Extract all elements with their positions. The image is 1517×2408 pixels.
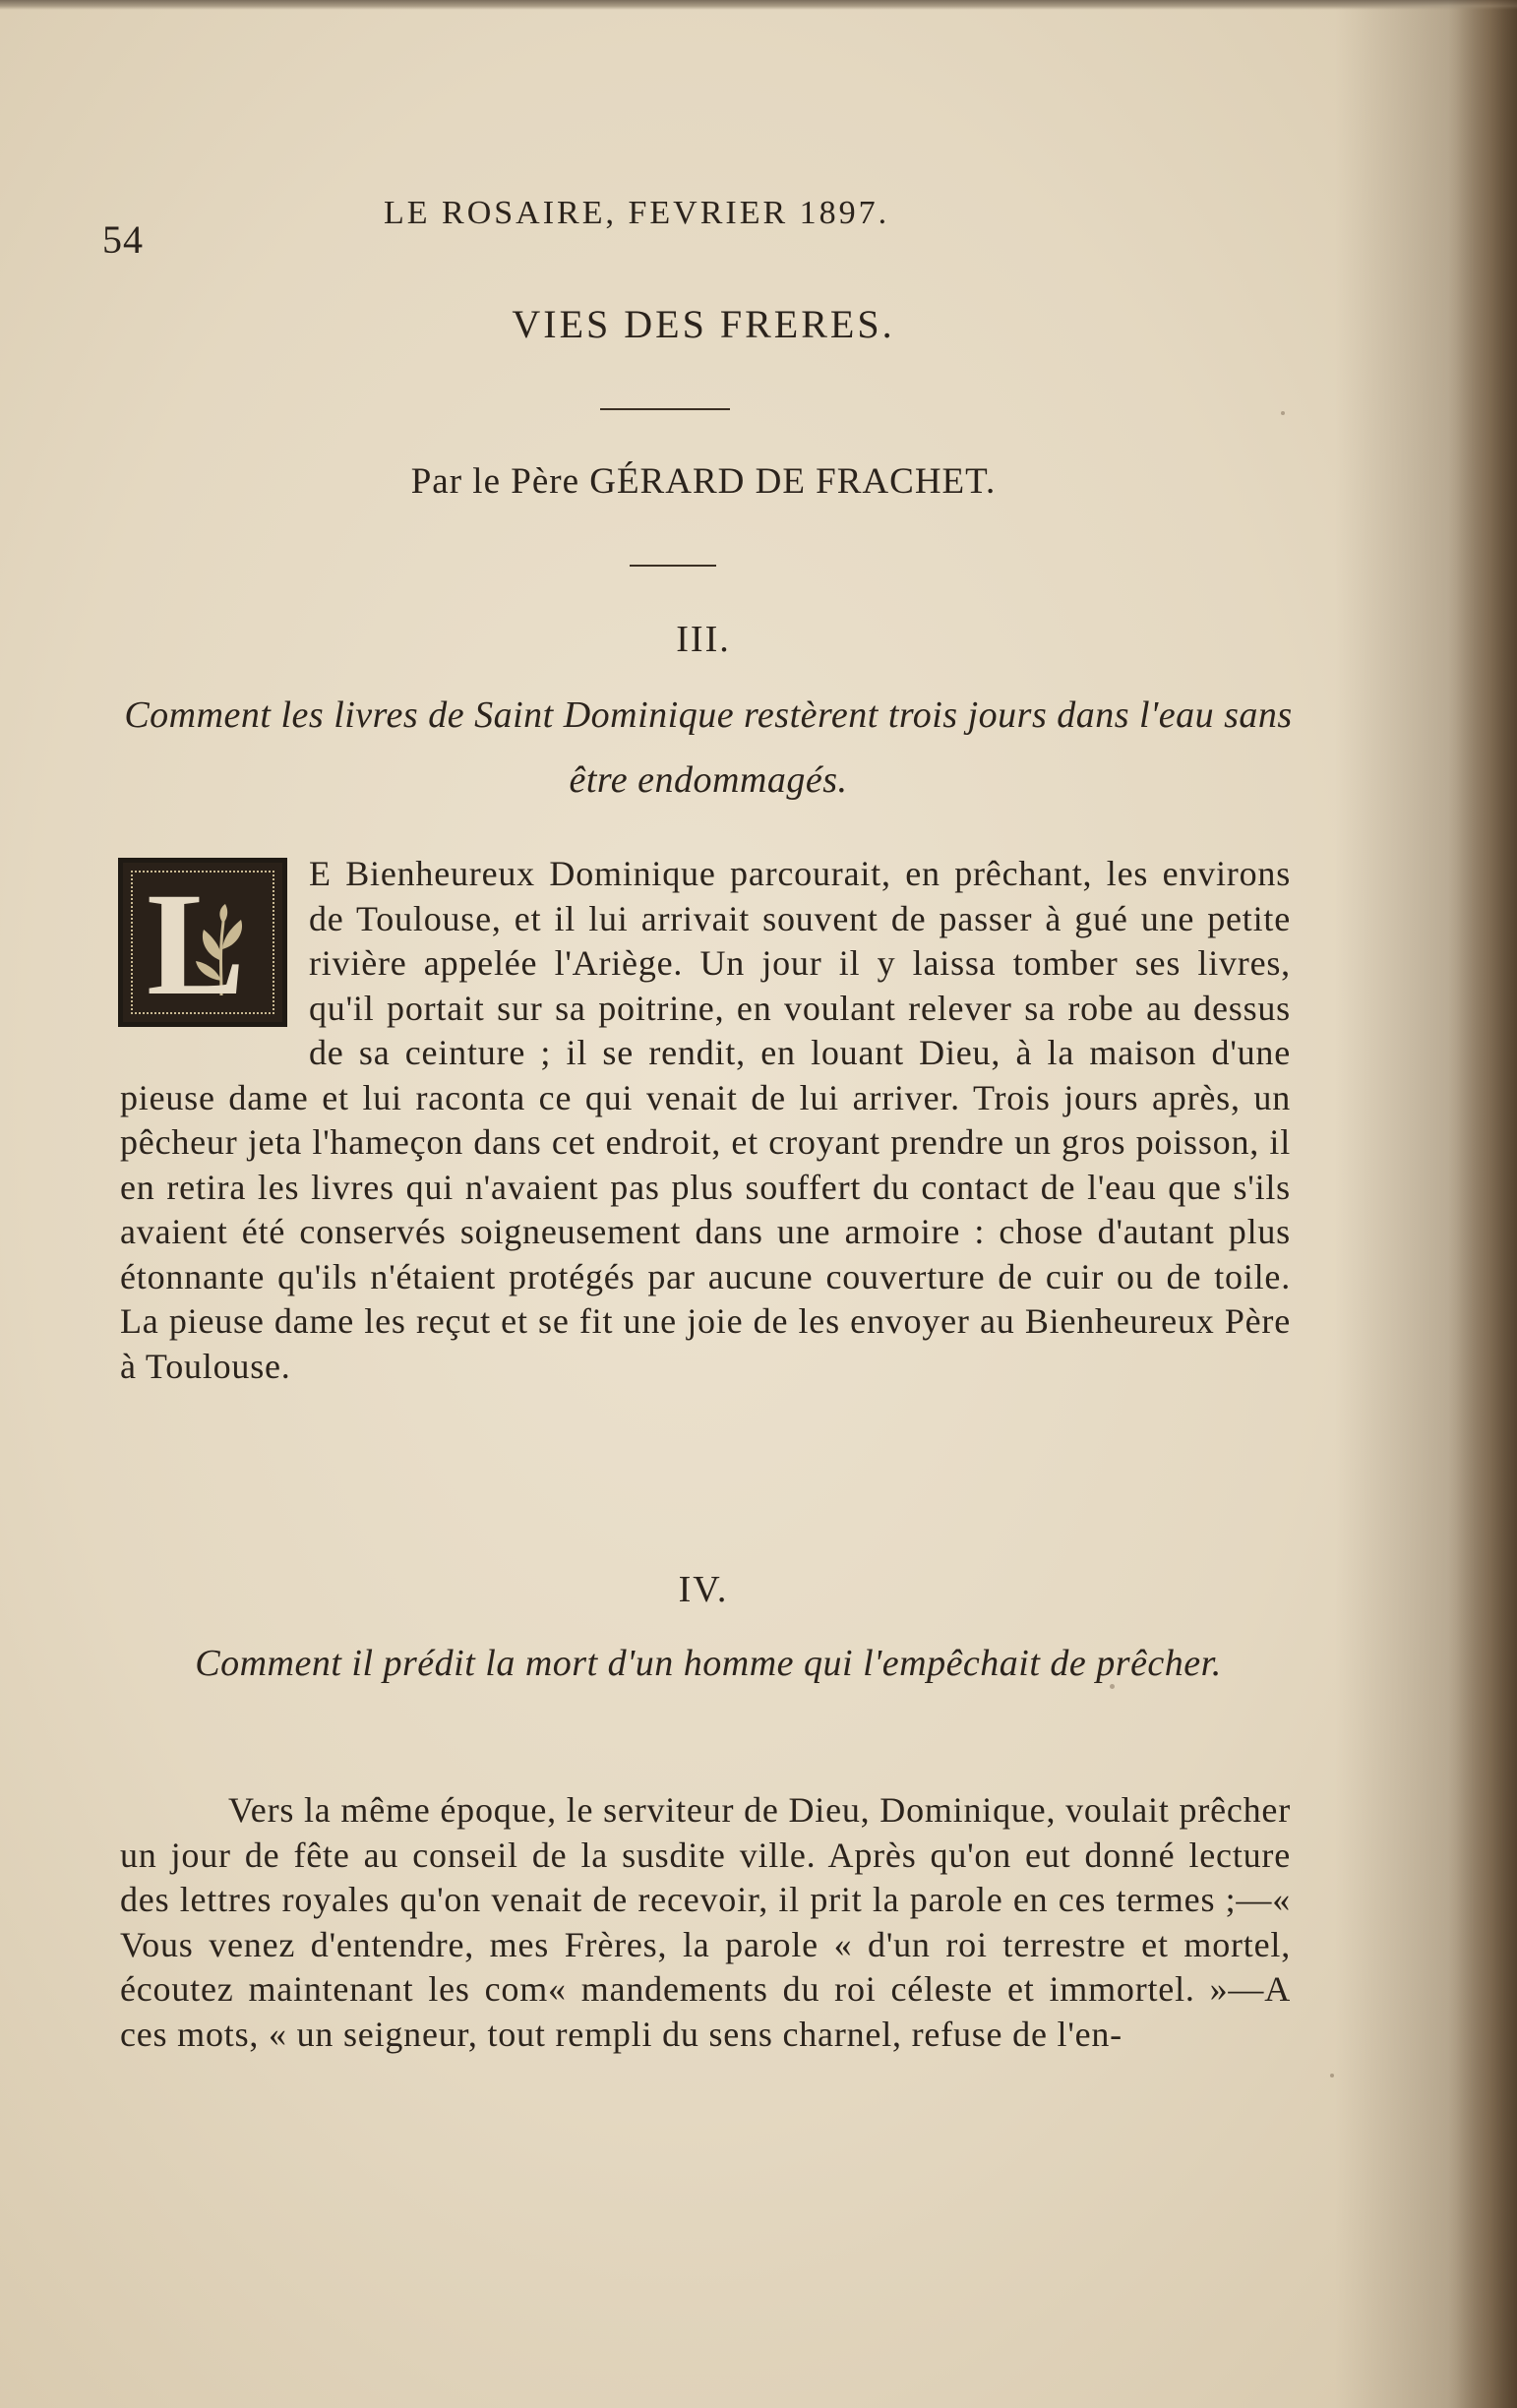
- chapter-heading-iv: Comment il prédit la mort d'un homme qui l'empêchait de prêcher.: [195, 1643, 1222, 1684]
- paragraph-text-iii: E Bienheureux Dominique parcourait, en prêchant, les environs de Toulouse, et il lui arrivait souvent de passer à gué une petite rivière appelée l'Ariège. Un jour il y laissa tomber ses livres, qu'il portait sur sa poitrine, en voulant relever sa robe au dessus de sa ceinture ; il se rendit, en louant Dieu, à la maison d'une pieuse dame et lui raconta ce qui venait de lui arriver. Trois jours après, un pêcheur jeta l'hameçon dans cet endroit, et croyant prendre un gros poisson, il en retira les livres qui n'avaient pas plus souffert du contact de l'eau que s'ils avaient été conservés soigneusement dans une armoire : chose d'autant plus étonnante qu'ils n'étaient protégés par aucune couverture de cuir ou de toile. La pieuse dame les reçut et se fit une joie de les envoyer au Bienheureux Père à Toulouse.: [120, 854, 1291, 1386]
- ornamental-drop-cap: [118, 858, 287, 1027]
- paper-speckle: [1330, 2074, 1334, 2077]
- chapter-heading-iii: Comment les livres de Saint Dominique restèrent trois jours dans l'eau sans être endommagés.: [124, 694, 1293, 801]
- paragraph-section-iv: Vers la même époque, le serviteur de Dieu, Dominique, voulait prêcher un jour de fête au conseil de la susdite ville. Après qu'on eut donné lecture des lettres royales qu'on venait de recevoir, il prit la parole en ces termes ;—« Vous venez d'entendre, mes Frères, la parole « d'un roi terrestre et mortel, écoutez maintenant les com« mandements du roi céleste et immortel. »—A ces mots, « un seigneur, tout rempli du sens charnel, refuse de l'en-: [120, 1790, 1291, 2054]
- title-rule: [600, 408, 730, 410]
- paragraph-section-iii: [120, 852, 1291, 1389]
- page-gutter-shadow: [1448, 0, 1517, 2408]
- section-number-iv: IV.: [678, 1569, 729, 1610]
- section-number-iii: III.: [676, 619, 731, 660]
- running-title: LE ROSAIRE, FEVRIER 1897.: [384, 195, 890, 231]
- drop-cap-letter: L: [147, 863, 246, 1026]
- running-head: [98, 195, 1318, 262]
- paper-speckle: [1110, 1684, 1115, 1689]
- page-number: 54: [102, 217, 144, 262]
- byline-rule: [630, 565, 716, 567]
- article-title: VIES DES FRERES.: [512, 302, 895, 346]
- byline: Par le Père GÉRARD DE FRACHET.: [410, 461, 997, 502]
- paper-speckle: [1281, 411, 1285, 415]
- page-top-edge: [0, 0, 1517, 10]
